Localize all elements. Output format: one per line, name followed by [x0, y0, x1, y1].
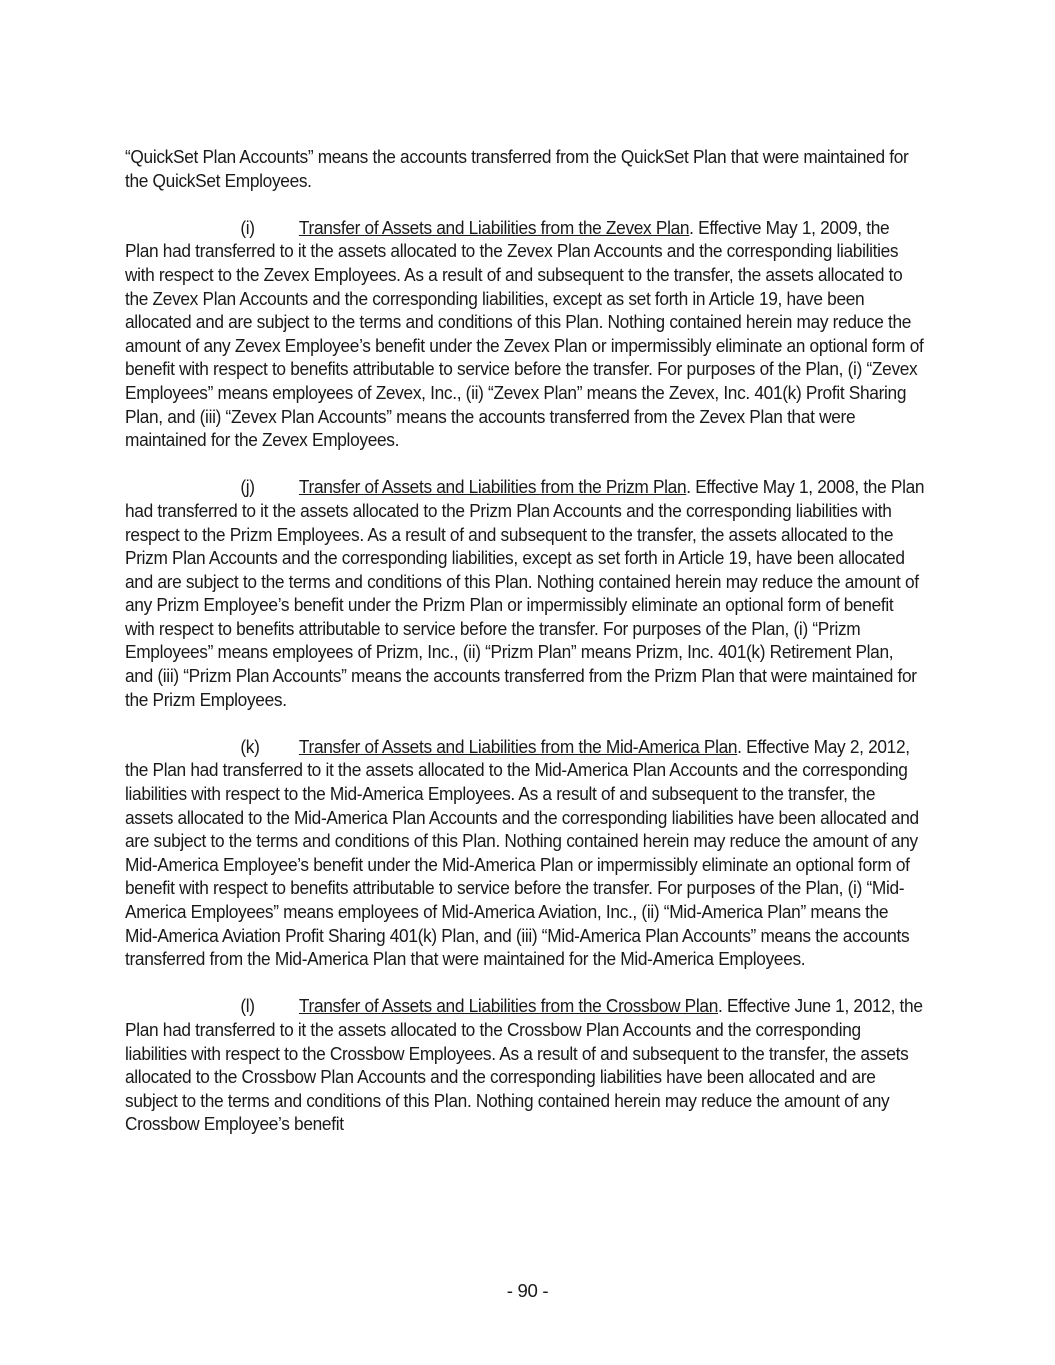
section-i-paragraph	[125, 216, 925, 452]
section-heading: Transfer of Assets and Liabilities from the Mid-America Plan	[298, 735, 738, 757]
section-heading: Transfer of Assets and Liabilities from the Crossbow Plan	[298, 995, 718, 1017]
section-l-paragraph	[125, 994, 925, 1136]
section-enum: (l)	[240, 995, 255, 1017]
section-enum: (i)	[240, 216, 255, 238]
document-body	[125, 145, 925, 1160]
section-heading: Transfer of Assets and Liabilities from the Zevex Plan	[298, 216, 690, 238]
section-j-paragraph	[125, 475, 925, 711]
section-enum: (k)	[240, 735, 260, 757]
section-body: . Effective May 1, 2009, the Plan had transferred to it the assets allocated to the Zevex Plan Accounts and the corresponding liabilities with respect to the Zevex Employees. As a result of and subsequent to the transfer, the assets allocated to the Zevex Plan Accounts and the corresponding liabilities, except as set forth in Article 19, have been allocated and are subject to the terms and conditions of this Plan. Nothing contained herein may reduce the amount of any Zevex Employee’s benefit under the Zevex Plan or impermissibly eliminate an optional form of benefit with respect to benefits attributable to service before the transfer. For purposes of the Plan, (i) “Zevex Employees” means employees of Zevex, Inc., (ii) “Zevex Plan” means the Zevex, Inc. 401(k) Profit Sharing Plan, and (iii) “Zevex Plan Accounts” means the accounts transferred from the Zevex Plan that were maintained for the Zevex Employees.	[125, 216, 924, 451]
section-body: . Effective May 1, 2008, the Plan had transferred to it the assets allocated to the Prizm Plan Accounts and the corresponding liabilities with respect to the Prizm Employees. As a result of and subsequent to the transfer, the assets allocated to the Prizm Plan Accounts and the corresponding liabilities, except as set forth in Article 19, have been allocated and are subject to the terms and conditions of this Plan. Nothing contained herein may reduce the amount of any Prizm Employee’s benefit under the Prizm Plan or impermissibly eliminate an optional form of benefit with respect to benefits attributable to service before the transfer. For purposes of the Plan, (i) “Prizm Employees” means employees of Prizm, Inc., (ii) “Prizm Plan” means Prizm, Inc. 401(k) Retirement Plan, and (iii) “Prizm Plan Accounts” means the accounts transferred from the Prizm Plan that were maintained for the Prizm Employees.	[125, 476, 925, 710]
section-heading: Transfer of Assets and Liabilities from the Prizm Plan	[298, 476, 687, 498]
intro-paragraph: “QuickSet Plan Accounts” means the accounts transferred from the QuickSet Plan that were maintained for the QuickSet Employees.	[125, 146, 909, 191]
page-number: - 90 -	[506, 1280, 549, 1301]
section-body: . Effective June 1, 2012, the Plan had transferred to it the assets allocated to the Crossbow Plan Accounts and the corresponding liabilities with respect to the Crossbow Employees. As a result of and subsequent to the transfer, the assets allocated to the Crossbow Plan Accounts and the corresponding liabilities have been allocated and are subject to the terms and conditions of this Plan. Nothing contained herein may reduce the amount of any Crossbow Employee’s benefit	[125, 995, 923, 1135]
section-enum: (j)	[240, 476, 255, 498]
section-body: . Effective May 2, 2012, the Plan had transferred to it the assets allocated to the Mid-America Plan Accounts and the corresponding liabilities with respect to the Mid-America Employees. As a result of and subsequent to the transfer, the assets allocated to the Mid-America Plan Accounts and the corresponding liabilities have been allocated and are subject to the terms and conditions of this Plan. Nothing contained herein may reduce the amount of any Mid-America Employee’s benefit under the Mid-America Plan or impermissibly eliminate an optional form of benefit with respect to benefits attributable to service before the transfer. For purposes of the Plan, (i) “Mid-America Employees” means employees of Mid-America Aviation, Inc., (ii) “Mid-America Plan” means the Mid-America Aviation Profit Sharing 401(k) Plan, and (iii) “Mid-America Plan Accounts” means the accounts transferred from the Mid-America Plan that were maintained for the Mid-America Employees.	[125, 735, 919, 970]
section-k-paragraph	[125, 735, 925, 971]
